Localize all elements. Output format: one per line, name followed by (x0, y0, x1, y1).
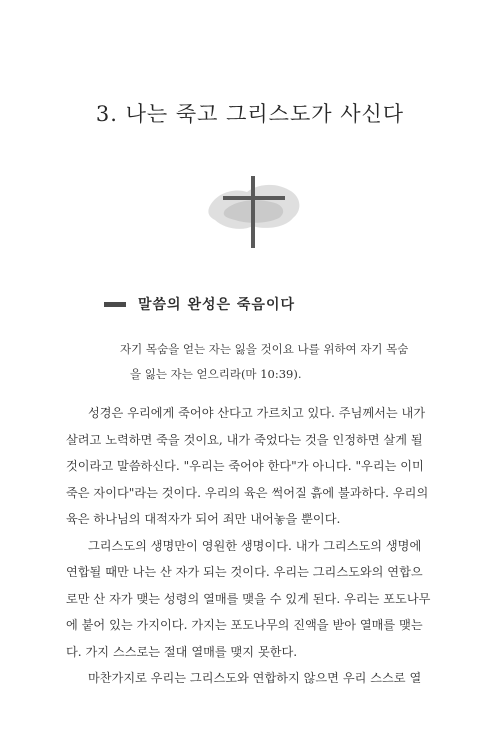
section-heading-text: 말씀의 완성은 죽음이다 (138, 297, 295, 313)
section-heading (104, 294, 295, 314)
body-line: 마찬가지로 우리는 그리스도와 연합하지 않으면 우리 스스로 열 (88, 671, 422, 685)
body-line: 로만 산 자가 맺는 성령의 열매를 맺을 수 있게 된다. 우리는 포도나무 (66, 591, 431, 606)
body-line: 다. 가지 스스로는 절대 열매를 맺지 못한다. (66, 644, 298, 659)
body-line: 에 붙어 있는 가지이다. 가지는 포도나무의 진액을 받아 열매를 맺는 (66, 618, 423, 632)
body-text (66, 400, 436, 692)
heading-bar-marker (104, 302, 126, 307)
body-line: 그리스도의 생명만이 영원한 생명이다. 내가 그리스도의 생명에 (88, 538, 422, 553)
chapter-title: 3. 나는 죽고 그리스도가 사신다 (95, 102, 405, 126)
body-line: 육은 하나님의 대적자가 되어 죄만 내어놓을 뿐이다. (66, 512, 341, 526)
body-line: 것이라고 말씀하신다. "우리는 죽어야 한다"가 아니다. "우리는 이미 (66, 459, 424, 473)
body-line: 성경은 우리에게 죽어야 산다고 가르치고 있다. 주님께서는 내가 (88, 406, 426, 420)
body-line: 죽은 자이다"라는 것이다. 우리의 육은 썩어질 흙에 불과하다. 우리의 (66, 485, 429, 500)
body-line: 살려고 노력하면 죽을 것이요, 내가 죽었다는 것을 인정하면 살게 될 (66, 432, 423, 447)
scripture-quote (120, 337, 408, 387)
body-line: 연합될 때만 나는 산 자가 되는 것이다. 우리는 그리스도와의 연합으 (66, 565, 423, 579)
quote-line: 자기 목숨을 얻는 자는 잃을 것이요 나를 위하여 자기 목숨 (120, 342, 409, 356)
quote-line: 을 잃는 자는 얻으리라(마 10:39). (130, 367, 302, 381)
cross-brush-emblem (205, 170, 305, 252)
